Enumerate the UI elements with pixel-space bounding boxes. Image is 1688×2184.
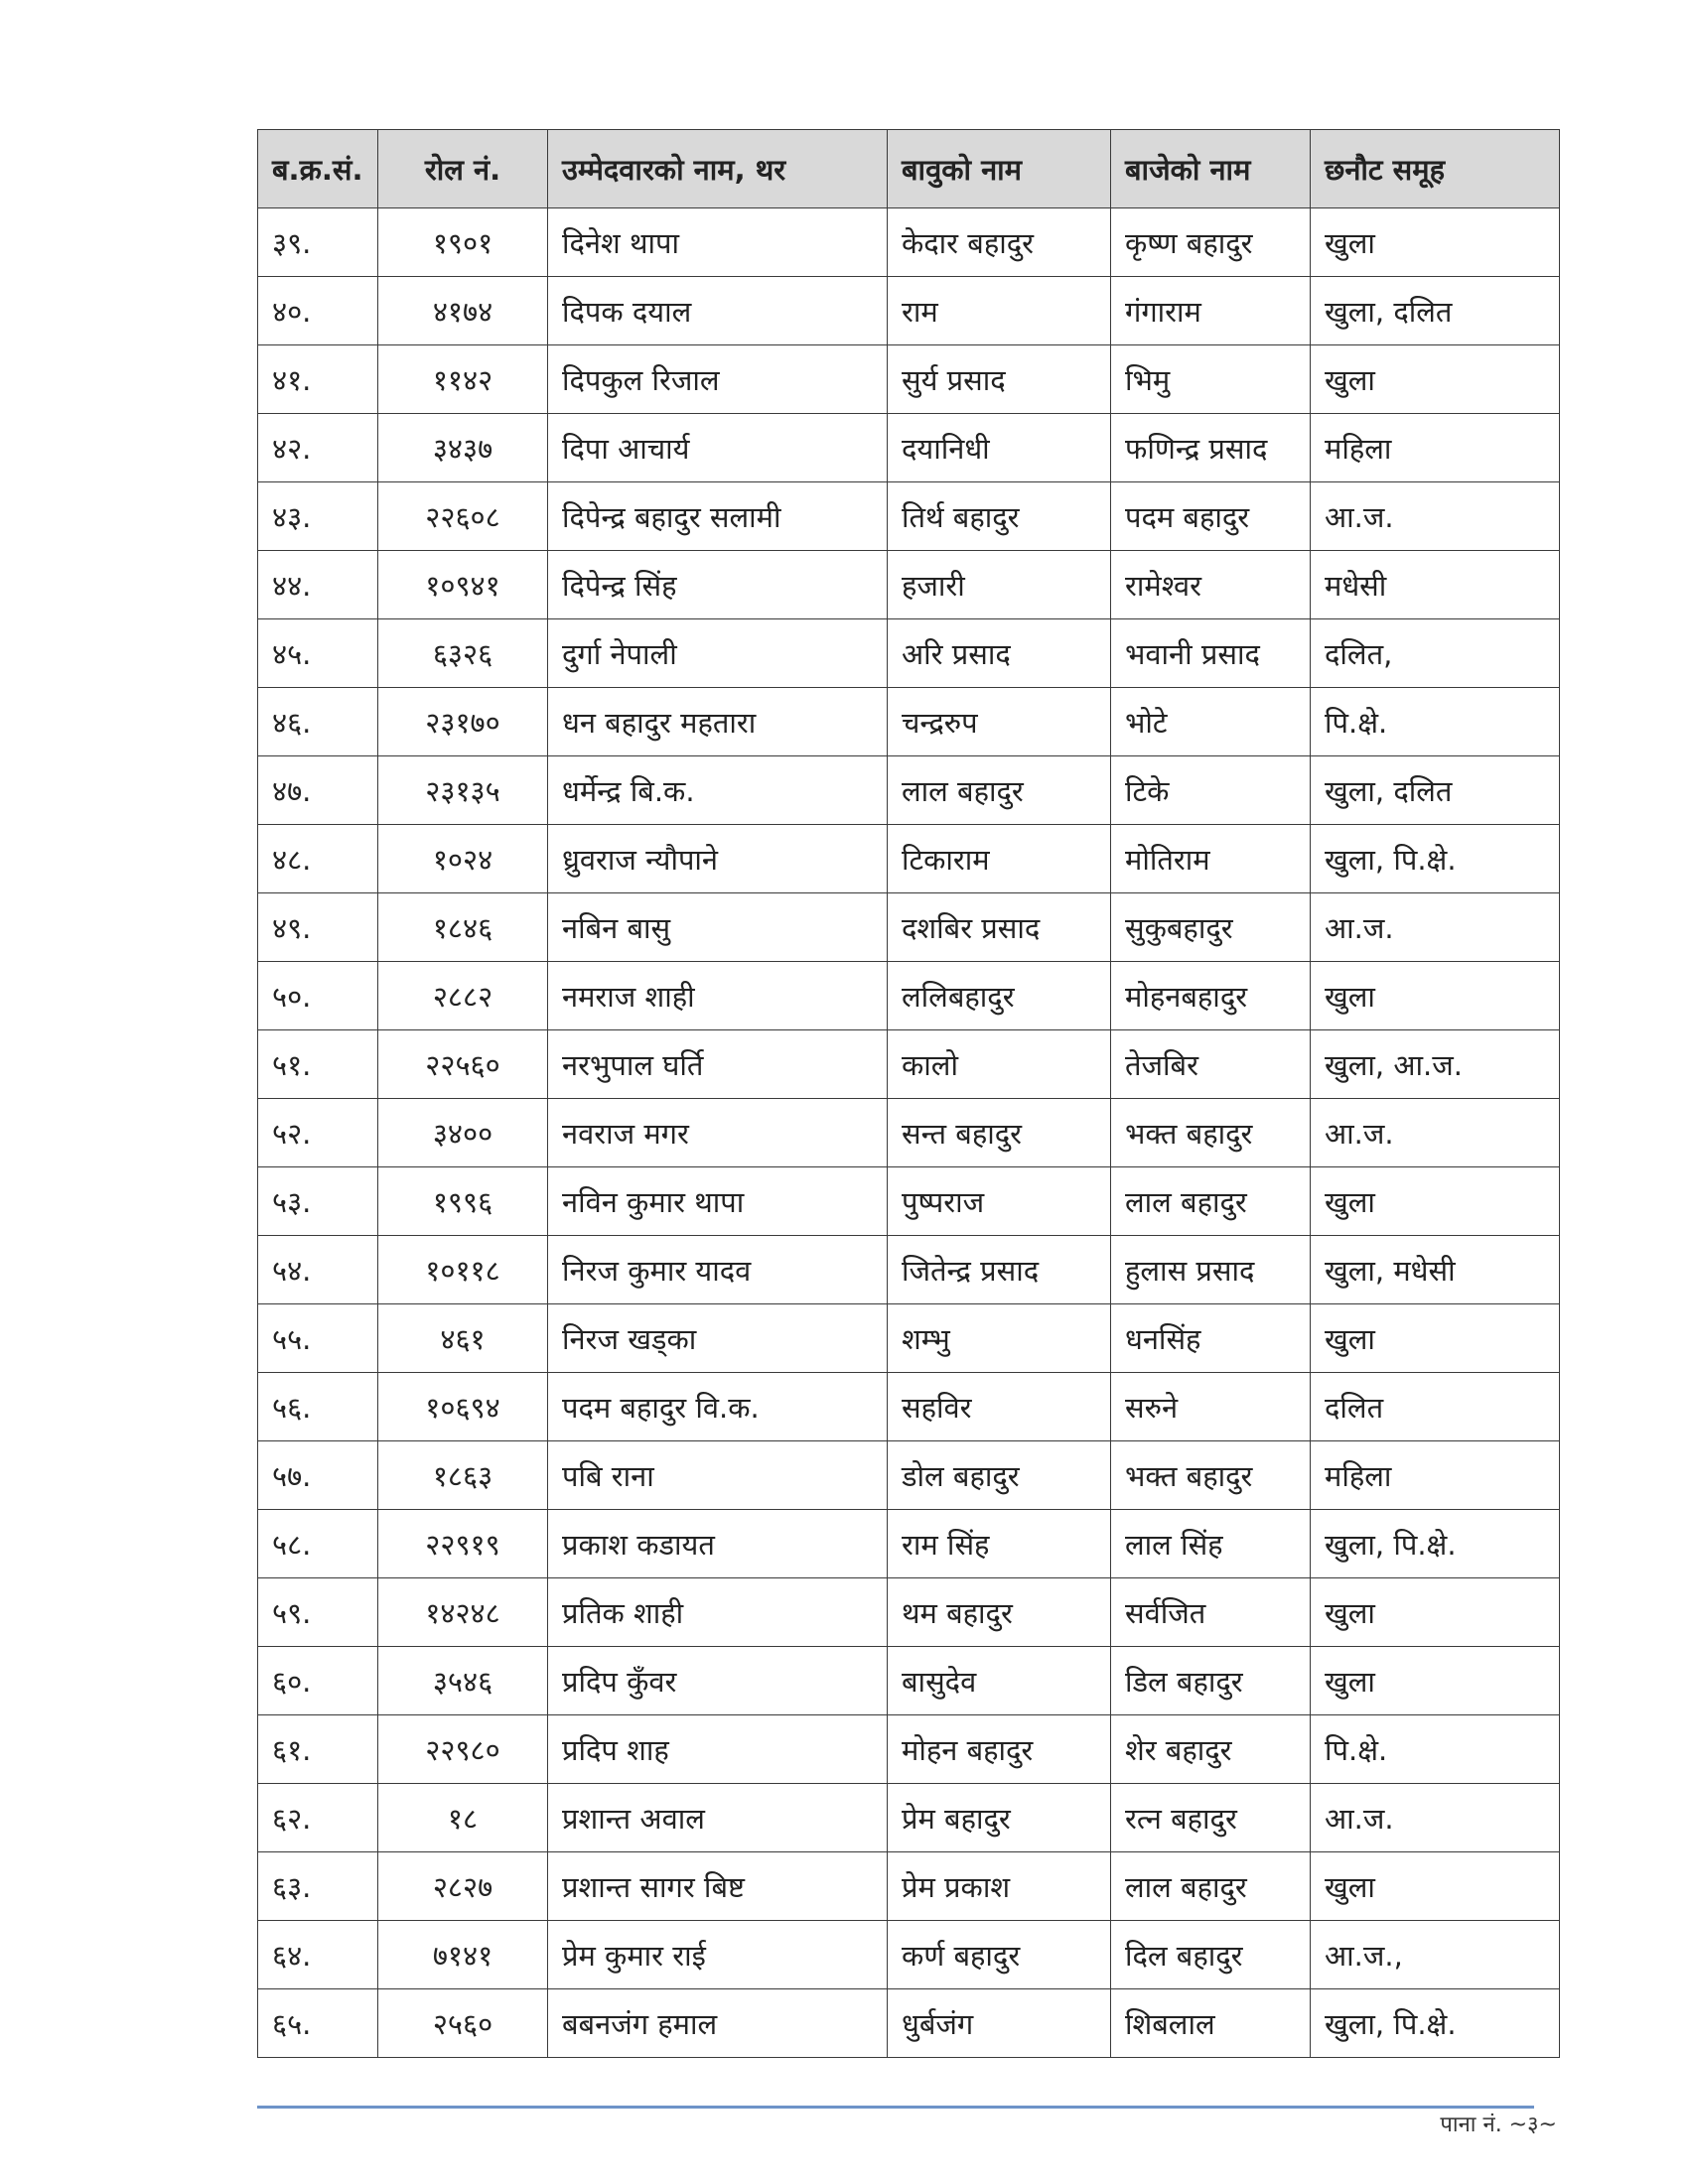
grandfather-name-cell: लाल बहादुर (1111, 1167, 1311, 1236)
roll-number-cell: २२९८० (378, 1715, 548, 1784)
table-row (258, 962, 1560, 1030)
father-name-cell: प्रेम प्रकाश (888, 1852, 1111, 1921)
father-name-cell: ललिबहादुर (888, 962, 1111, 1030)
father-name-cell: पुष्पराज (888, 1167, 1111, 1236)
selection-group-cell: आ.ज. (1311, 1099, 1560, 1167)
father-name-cell: अरि प्रसाद (888, 619, 1111, 688)
table-header (258, 130, 1560, 208)
selection-group-cell: खुला (1311, 962, 1560, 1030)
serial-number-cell: ५४. (258, 1236, 378, 1304)
grandfather-name-cell: लाल सिंह (1111, 1510, 1311, 1578)
footer-divider (257, 2106, 1534, 2109)
candidate-name-cell: दुर्गा नेपाली (548, 619, 888, 688)
table-row (258, 1784, 1560, 1852)
roll-number-cell: १४२४८ (378, 1578, 548, 1647)
serial-number-cell: ५३. (258, 1167, 378, 1236)
candidate-name-cell: नरभुपाल घर्ति (548, 1030, 888, 1099)
grandfather-name-cell: हुलास प्रसाद (1111, 1236, 1311, 1304)
table-row (258, 688, 1560, 756)
serial-number-cell: ४४. (258, 551, 378, 619)
header-serial-number: ब.क्र.सं. (258, 130, 378, 208)
selection-group-cell: आ.ज., (1311, 1921, 1560, 1989)
header-row (258, 130, 1560, 208)
table-row (258, 482, 1560, 551)
candidate-name-cell: दिपक दयाल (548, 277, 888, 345)
selection-group-cell: महिला (1311, 1441, 1560, 1510)
grandfather-name-cell: भोटे (1111, 688, 1311, 756)
roll-number-cell: २३१७० (378, 688, 548, 756)
father-name-cell: लाल बहादुर (888, 756, 1111, 825)
serial-number-cell: ४७. (258, 756, 378, 825)
grandfather-name-cell: दिल बहादुर (1111, 1921, 1311, 1989)
table-row (258, 1441, 1560, 1510)
candidate-name-cell: नविन कुमार थापा (548, 1167, 888, 1236)
grandfather-name-cell: सर्वजित (1111, 1578, 1311, 1647)
serial-number-cell: ५७. (258, 1441, 378, 1510)
roll-number-cell: १०९४१ (378, 551, 548, 619)
serial-number-cell: ४९. (258, 893, 378, 962)
serial-number-cell: ५६. (258, 1373, 378, 1441)
roll-number-cell: ६३२६ (378, 619, 548, 688)
grandfather-name-cell: शिबलाल (1111, 1989, 1311, 2058)
table-row (258, 345, 1560, 414)
header-selection-group: छनौट समूह (1311, 130, 1560, 208)
roll-number-cell: १८६३ (378, 1441, 548, 1510)
selection-group-cell: खुला, मधेसी (1311, 1236, 1560, 1304)
candidate-name-cell: प्रकाश कडायत (548, 1510, 888, 1578)
selection-group-cell: महिला (1311, 414, 1560, 482)
father-name-cell: मोहन बहादुर (888, 1715, 1111, 1784)
roll-number-cell: ३५४६ (378, 1647, 548, 1715)
serial-number-cell: ४३. (258, 482, 378, 551)
table-row (258, 1030, 1560, 1099)
table-row (258, 1578, 1560, 1647)
table-row (258, 825, 1560, 893)
grandfather-name-cell: कृष्ण बहादुर (1111, 208, 1311, 277)
roll-number-cell: १८ (378, 1784, 548, 1852)
roll-number-cell: २२५६० (378, 1030, 548, 1099)
serial-number-cell: ५५. (258, 1304, 378, 1373)
table-row (258, 1236, 1560, 1304)
roll-number-cell: २५६० (378, 1989, 548, 2058)
candidate-name-cell: पबि राना (548, 1441, 888, 1510)
selection-group-cell: खुला, पि.क्षे. (1311, 825, 1560, 893)
father-name-cell: शम्भु (888, 1304, 1111, 1373)
table-row (258, 1099, 1560, 1167)
roll-number-cell: १०६९४ (378, 1373, 548, 1441)
candidate-name-cell: दिपेन्द्र सिंह (548, 551, 888, 619)
table-row (258, 1167, 1560, 1236)
grandfather-name-cell: टिके (1111, 756, 1311, 825)
father-name-cell: दयानिधी (888, 414, 1111, 482)
roll-number-cell: २३१३५ (378, 756, 548, 825)
candidate-name-cell: नबिन बासु (548, 893, 888, 962)
grandfather-name-cell: धनसिंह (1111, 1304, 1311, 1373)
grandfather-name-cell: मोतिराम (1111, 825, 1311, 893)
grandfather-name-cell: पदम बहादुर (1111, 482, 1311, 551)
serial-number-cell: ४२. (258, 414, 378, 482)
roll-number-cell: १०११८ (378, 1236, 548, 1304)
father-name-cell: कालो (888, 1030, 1111, 1099)
father-name-cell: धुर्बजंग (888, 1989, 1111, 2058)
father-name-cell: प्रेम बहादुर (888, 1784, 1111, 1852)
candidate-name-cell: पदम बहादुर वि.क. (548, 1373, 888, 1441)
father-name-cell: थम बहादुर (888, 1578, 1111, 1647)
father-name-cell: टिकाराम (888, 825, 1111, 893)
father-name-cell: केदार बहादुर (888, 208, 1111, 277)
serial-number-cell: ६५. (258, 1989, 378, 2058)
roll-number-cell: २२६०८ (378, 482, 548, 551)
serial-number-cell: ५२. (258, 1099, 378, 1167)
candidate-name-cell: प्रदिप कुँवर (548, 1647, 888, 1715)
father-name-cell: चन्द्ररुप (888, 688, 1111, 756)
candidate-name-cell: दिनेश थापा (548, 208, 888, 277)
serial-number-cell: ६०. (258, 1647, 378, 1715)
table-row (258, 208, 1560, 277)
serial-number-cell: ४६. (258, 688, 378, 756)
grandfather-name-cell: भिमु (1111, 345, 1311, 414)
serial-number-cell: ४१. (258, 345, 378, 414)
grandfather-name-cell: रत्न बहादुर (1111, 1784, 1311, 1852)
table-body (258, 208, 1560, 2058)
selection-group-cell: खुला (1311, 1167, 1560, 1236)
father-name-cell: सुर्य प्रसाद (888, 345, 1111, 414)
candidate-name-cell: बबनजंग हमाल (548, 1989, 888, 2058)
selection-group-cell: खुला, पि.क्षे. (1311, 1989, 1560, 2058)
serial-number-cell: ४८. (258, 825, 378, 893)
selection-group-cell: दलित (1311, 1373, 1560, 1441)
selection-group-cell: खुला (1311, 208, 1560, 277)
selection-group-cell: मधेसी (1311, 551, 1560, 619)
father-name-cell: जितेन्द्र प्रसाद (888, 1236, 1111, 1304)
table-row (258, 756, 1560, 825)
serial-number-cell: ५९. (258, 1578, 378, 1647)
serial-number-cell: ५१. (258, 1030, 378, 1099)
candidate-name-cell: प्रदिप शाह (548, 1715, 888, 1784)
grandfather-name-cell: भक्त बहादुर (1111, 1099, 1311, 1167)
roll-number-cell: ११४२ (378, 345, 548, 414)
serial-number-cell: ४५. (258, 619, 378, 688)
grandfather-name-cell: गंगाराम (1111, 277, 1311, 345)
header-roll-number: रोल नं. (378, 130, 548, 208)
table-row (258, 414, 1560, 482)
selection-group-cell: आ.ज. (1311, 482, 1560, 551)
father-name-cell: तिर्थ बहादुर (888, 482, 1111, 551)
selection-group-cell: खुला, दलित (1311, 756, 1560, 825)
table-row (258, 551, 1560, 619)
roll-number-cell: १९०१ (378, 208, 548, 277)
table-row (258, 1373, 1560, 1441)
candidate-results-table (257, 129, 1560, 2058)
candidate-name-cell: प्रेम कुमार राई (548, 1921, 888, 1989)
candidate-name-cell: निरज खड्का (548, 1304, 888, 1373)
selection-group-cell: खुला, पि.क्षे. (1311, 1510, 1560, 1578)
table-row (258, 1510, 1560, 1578)
serial-number-cell: ५०. (258, 962, 378, 1030)
candidate-name-cell: ध्रुवराज न्यौपाने (548, 825, 888, 893)
selection-group-cell: खुला (1311, 345, 1560, 414)
roll-number-cell: २२९१९ (378, 1510, 548, 1578)
candidate-name-cell: धन बहादुर महतारा (548, 688, 888, 756)
grandfather-name-cell: फणिन्द्र प्रसाद (1111, 414, 1311, 482)
grandfather-name-cell: सुकुबहादुर (1111, 893, 1311, 962)
grandfather-name-cell: डिल बहादुर (1111, 1647, 1311, 1715)
selection-group-cell: आ.ज. (1311, 1784, 1560, 1852)
selection-group-cell: पि.क्षे. (1311, 1715, 1560, 1784)
table-row (258, 1304, 1560, 1373)
selection-group-cell: खुला (1311, 1647, 1560, 1715)
serial-number-cell: ६२. (258, 1784, 378, 1852)
roll-number-cell: ७१४१ (378, 1921, 548, 1989)
table-row (258, 1852, 1560, 1921)
candidate-name-cell: धर्मेन्द्र बि.क. (548, 756, 888, 825)
table-row (258, 1921, 1560, 1989)
selection-group-cell: खुला (1311, 1852, 1560, 1921)
serial-number-cell: ६१. (258, 1715, 378, 1784)
roll-number-cell: ४६१ (378, 1304, 548, 1373)
candidate-name-cell: दिपा आचार्य (548, 414, 888, 482)
father-name-cell: हजारी (888, 551, 1111, 619)
table-row (258, 893, 1560, 962)
candidate-name-cell: निरज कुमार यादव (548, 1236, 888, 1304)
grandfather-name-cell: लाल बहादुर (1111, 1852, 1311, 1921)
selection-group-cell: खुला, आ.ज. (1311, 1030, 1560, 1099)
serial-number-cell: ६३. (258, 1852, 378, 1921)
roll-number-cell: १९९६ (378, 1167, 548, 1236)
serial-number-cell: ४०. (258, 277, 378, 345)
candidate-name-cell: नवराज मगर (548, 1099, 888, 1167)
header-father-name: बावुको नाम (888, 130, 1111, 208)
selection-group-cell: खुला (1311, 1578, 1560, 1647)
table-row (258, 277, 1560, 345)
grandfather-name-cell: शेर बहादुर (1111, 1715, 1311, 1784)
grandfather-name-cell: भक्त बहादुर (1111, 1441, 1311, 1510)
serial-number-cell: ३९. (258, 208, 378, 277)
father-name-cell: राम सिंह (888, 1510, 1111, 1578)
serial-number-cell: ५८. (258, 1510, 378, 1578)
father-name-cell: कर्ण बहादुर (888, 1921, 1111, 1989)
grandfather-name-cell: सरुने (1111, 1373, 1311, 1441)
candidate-name-cell: प्रशान्त अवाल (548, 1784, 888, 1852)
roll-number-cell: २८२७ (378, 1852, 548, 1921)
father-name-cell: सन्त बहादुर (888, 1099, 1111, 1167)
father-name-cell: बासुदेव (888, 1647, 1111, 1715)
candidate-name-cell: दिपकुल रिजाल (548, 345, 888, 414)
candidate-name-cell: दिपेन्द्र बहादुर सलामी (548, 482, 888, 551)
grandfather-name-cell: मोहनबहादुर (1111, 962, 1311, 1030)
selection-group-cell: खुला, दलित (1311, 277, 1560, 345)
grandfather-name-cell: भवानी प्रसाद (1111, 619, 1311, 688)
candidate-name-cell: प्रशान्त सागर बिष्ट (548, 1852, 888, 1921)
selection-group-cell: खुला (1311, 1304, 1560, 1373)
father-name-cell: दशबिर प्रसाद (888, 893, 1111, 962)
candidate-name-cell: प्रतिक शाही (548, 1578, 888, 1647)
grandfather-name-cell: रामेश्वर (1111, 551, 1311, 619)
roll-number-cell: ४१७४ (378, 277, 548, 345)
table-row (258, 1715, 1560, 1784)
roll-number-cell: २८८२ (378, 962, 548, 1030)
table-row (258, 1647, 1560, 1715)
table-row (258, 1989, 1560, 2058)
father-name-cell: सहविर (888, 1373, 1111, 1441)
header-grandfather-name: बाजेको नाम (1111, 130, 1311, 208)
candidate-name-cell: नमराज शाही (548, 962, 888, 1030)
grandfather-name-cell: तेजबिर (1111, 1030, 1311, 1099)
father-name-cell: राम (888, 277, 1111, 345)
table-row (258, 619, 1560, 688)
roll-number-cell: १८४६ (378, 893, 548, 962)
roll-number-cell: ३४०० (378, 1099, 548, 1167)
header-candidate-name: उम्मेदवारको नाम, थर (548, 130, 888, 208)
father-name-cell: डोल बहादुर (888, 1441, 1111, 1510)
selection-group-cell: दलित, (1311, 619, 1560, 688)
page-number: पाना नं. ~३~ (1440, 2113, 1557, 2137)
roll-number-cell: १०२४ (378, 825, 548, 893)
selection-group-cell: आ.ज. (1311, 893, 1560, 962)
roll-number-cell: ३४३७ (378, 414, 548, 482)
selection-group-cell: पि.क्षे. (1311, 688, 1560, 756)
serial-number-cell: ६४. (258, 1921, 378, 1989)
